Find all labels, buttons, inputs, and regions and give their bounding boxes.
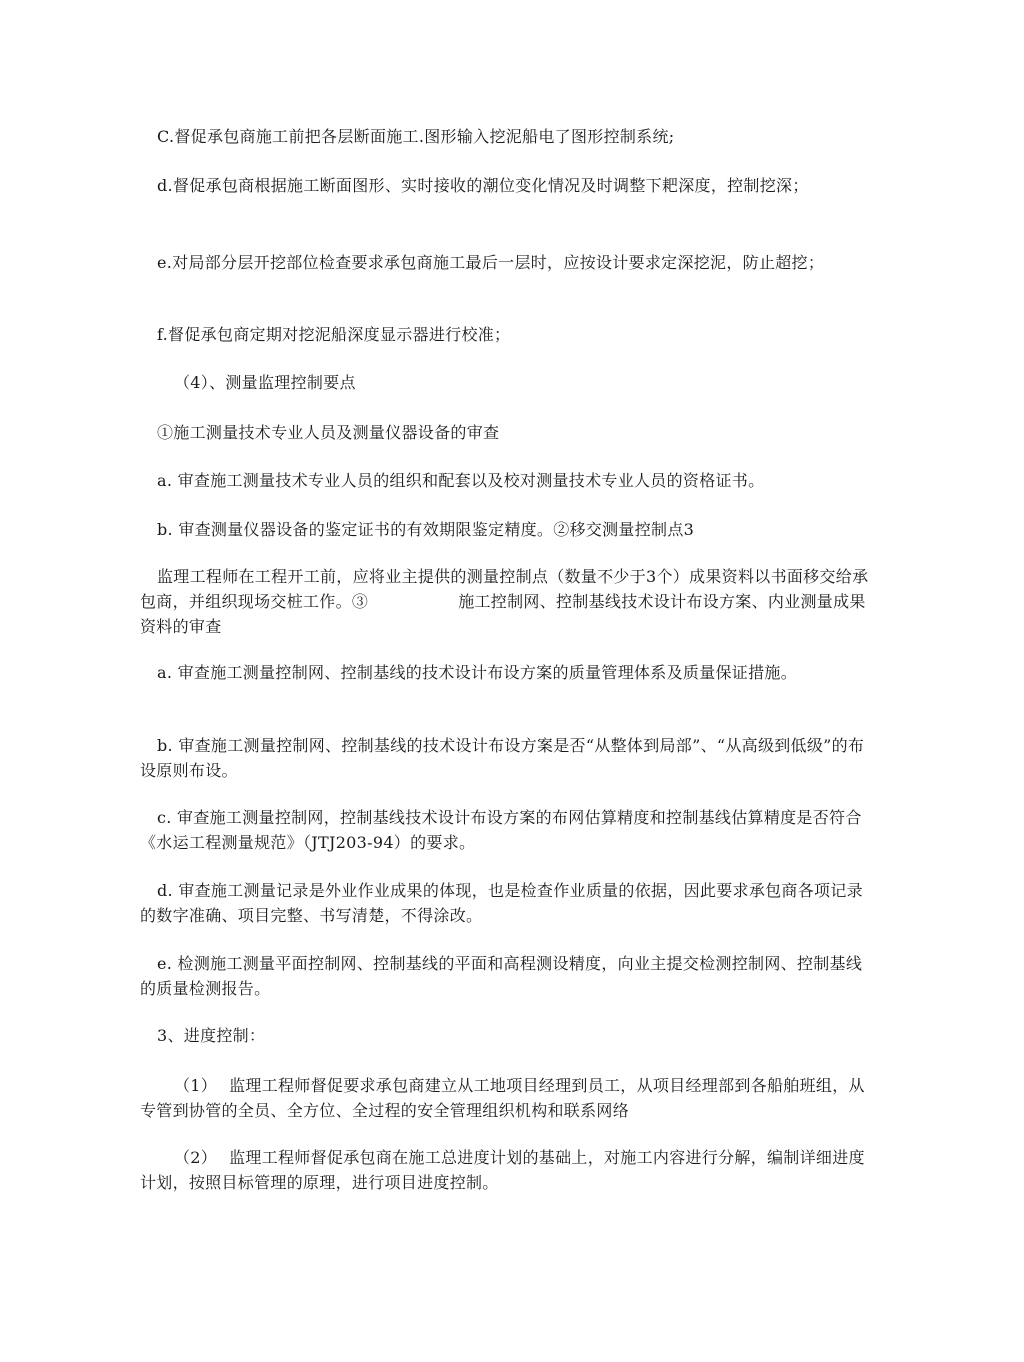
list-number-1: （1） (174, 1076, 218, 1095)
paragraph-handover (140, 564, 870, 639)
paragraph-b-principle: b. 审查施工测量控制网、控制基线的技术设计布设方案是否“从整体到局部”、“从高级到低级”的布设原则布设。 (140, 736, 865, 780)
paragraph-d-records: d. 审查施工测量记录是外业作业成果的体现，也是检查作业质量的依据，因此要求承包商各项记录的数字准确、项目完整、书写清楚，不得涂改。 (140, 881, 863, 925)
paragraph-a-personnel: a. 审查施工测量技术专业人员的组织和配套以及校对测量技术专业人员的资格证书。 (157, 471, 765, 490)
paragraph-progress-2 (140, 1145, 870, 1195)
paragraph-c-precision: c. 审查施工测量控制网，控制基线技术设计布设方案的布网估算精度和控制基线估算精度是否符合《水运工程测量规范》（JTJ203-94）的要求。 (140, 808, 862, 852)
list-number-2: （2） (174, 1148, 218, 1167)
paragraph-handover-main: 监理工程师在工程开工前，应将业主提供的测量控制点（数量不少于3个）成果资料以书面移交给承包商，并组织现场交桩工作。③ (140, 567, 869, 611)
paragraph-f: f.督促承包商定期对挖泥船深度显示器进行校准； (157, 325, 511, 344)
paragraph-handover-tail: 施工控制网、控制基线技术设计布设方案、内业测量成果资料的审查 (140, 592, 866, 636)
paragraph-progress-1-text: 监理工程师督促要求承包商建立从工地项目经理到员工，从项目经理部到各船舶班组，从专管到协管的全员、全方位、全过程的安全管理组织机构和联系网络 (140, 1076, 865, 1120)
paragraph-c: C.督促承包商施工前把各层断面施工.图形输入挖泥船电了图形控制系统; (157, 127, 675, 146)
paragraph-d: d.督促承包商根据施工断面图形、实时接收的潮位变化情况及时调整下耙深度，控制挖深； (157, 176, 809, 195)
paragraph-progress-1 (140, 1073, 870, 1123)
paragraph-a-network: a. 审查施工测量控制网、控制基线的技术设计布设方案的质量管理体系及质量保证措施。 (157, 663, 798, 682)
paragraph-progress-2-text: 监理工程师督促承包商在施工总进度计划的基础上，对施工内容进行分解，编制详细进度计划，按照目标管理的原理，进行项目进度控制。 (140, 1148, 865, 1192)
paragraph-b-instruments: b. 审查测量仪器设备的鉴定证书的有效期限鉴定精度。②移交测量控制点3 (157, 520, 695, 539)
section-heading-4: （4）、测量监理控制要点 (174, 373, 356, 392)
subheading-1: ①施工测量技术专业人员及测量仪器设备的审查 (157, 423, 500, 442)
section-heading-3: 3、进度控制： (157, 1026, 266, 1045)
paragraph-e-inspection: e. 检测施工测量平面控制网、控制基线的平面和高程测设精度，向业主提交检测控制网、控制基线的质量检测报告。 (140, 954, 863, 998)
paragraph-e: e.对局部分层开挖部位检查要求承包商施工最后一层时，应按设计要求定深挖泥，防止超挖； (157, 253, 825, 272)
